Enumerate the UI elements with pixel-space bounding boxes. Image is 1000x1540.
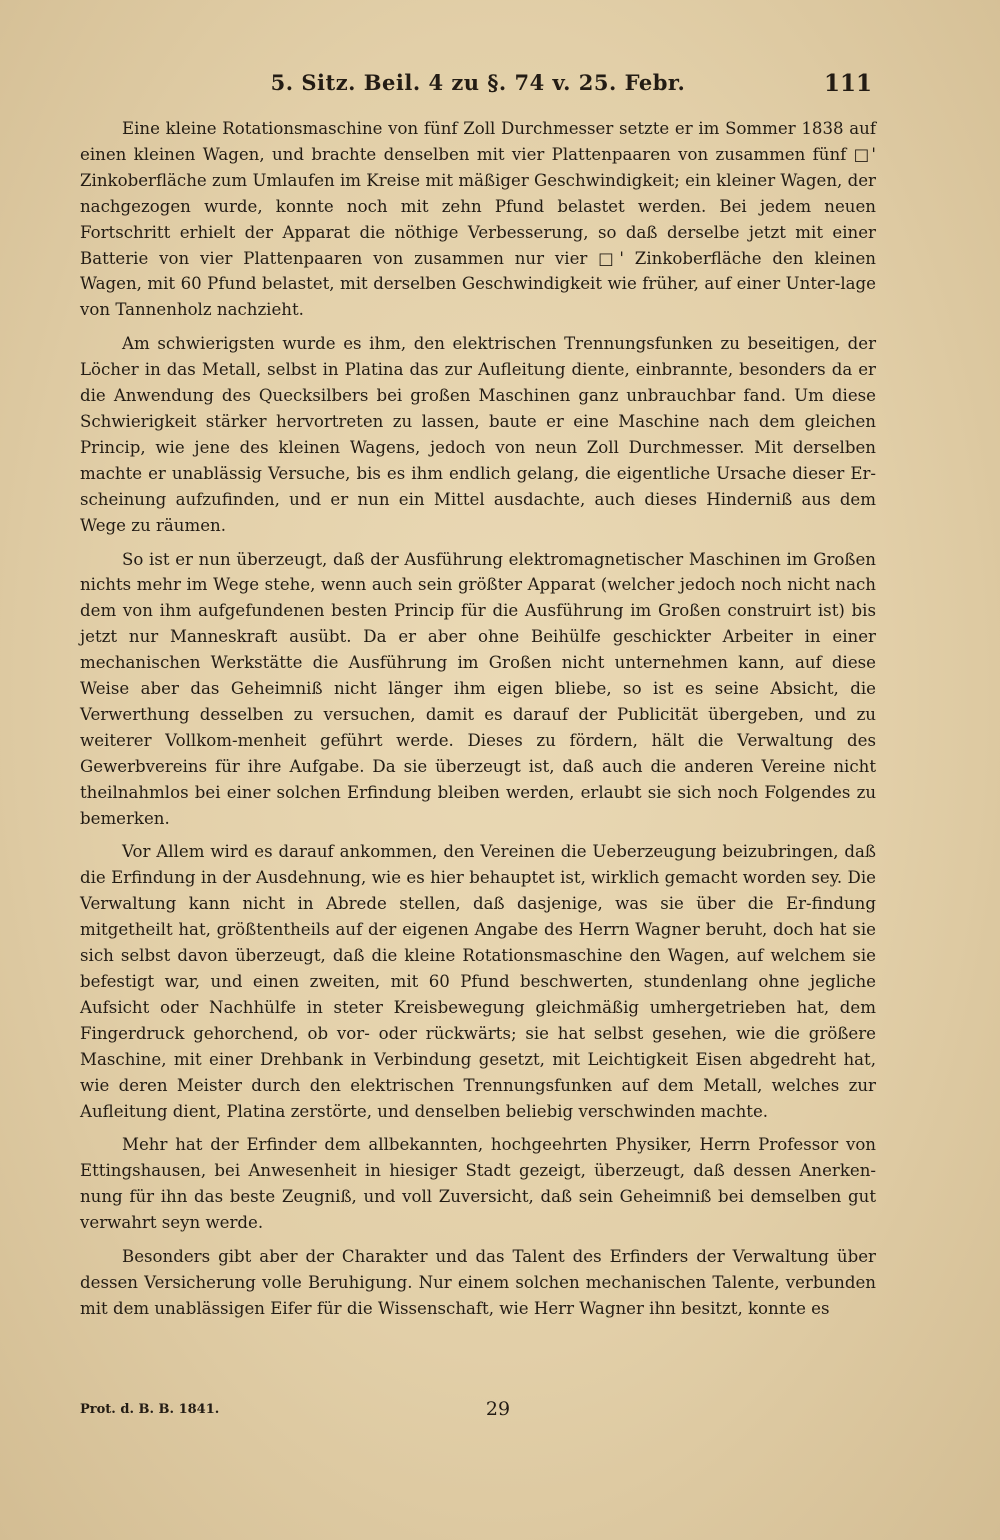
paragraph: Am schwierigsten wurde es ihm, den elektrischen Trennungsfunken zu beseitigen, der Löcher in das Metall, selbst in Platina das zur Aufleitung diente, einbrannte, besonders da er die Anwendung des Quecksilbers bei großen Maschinen ganz unbrauchbar fand. Um diese Schwierigkeit stärker hervortreten zu lassen, baute er eine Maschine nach dem gleichen Princip, wie jene des kleinen Wagens, jedoch von neun Zoll Durchmesser. Mit derselben machte er unablässig Versuche, bis es ihm endlich gelang, die eigentliche Ursache dieser Er-scheinung aufzufinden, und er nun ein Mittel ausdachte, auch dieses Hinderniß aus dem Wege zu räumen. bbox=[80, 334, 876, 535]
paragraph: Mehr hat der Erfinder dem allbekannten, hochgeehrten Physiker, Herrn Professor von Ettingshausen, bei Anwesenheit in hiesiger Stadt gezeigt, überzeugt, daß dessen Anerken-nung für ihn das beste Zeugniß, und voll Zuversicht, daß sein Geheimniß bei demselben gut verwahrt seyn werde. bbox=[80, 1135, 876, 1233]
header-title: 5. Sitz. Beil. 4 zu §. 74 v. 25. Febr. bbox=[270, 70, 686, 95]
paragraph: Besonders gibt aber der Charakter und das Talent des Erfinders der Verwaltung über dessen Versicherung volle Beruhigung. Nur einem solchen mechanischen Talente, verbunden mit dem unablässigen Eifer für die Wissenschaft, wie Herr Wagner ihn besitzt, konnte es bbox=[80, 1247, 876, 1318]
page-footer bbox=[80, 1398, 876, 1428]
paragraph: Vor Allem wird es darauf ankommen, den Vereinen die Ueberzeugung beizubringen, daß die Erfindung in der Ausdehnung, wie es hier behauptet ist, wirklich gemacht worden sey. Die Verwaltung kann nicht in Abrede stellen, daß dasjenige, was sie über die Er-findung mitgetheilt hat, größtentheils auf der eigenen Angabe des Herrn Wagner beruht, doch hat sie sich selbst davon überzeugt, daß die kleine Rotationsmaschine den Wagen, auf welchem sie befestigt war, und einen zweiten, mit 60 Pfund beschwerten, stundenlang ohne jegliche Aufsicht oder Nachhülfe in steter Kreisbewegung gleichmäßig umhergetrieben hat, dem Fingerdruck gehorchend, ob vor- oder rückwärts; sie hat selbst gesehen, wie die größere Maschine, mit einer Drehbank in Verbindung gesetzt, mit Leichtigkeit Eisen abgedreht hat, wie deren Meister durch den elektrischen Trennungsfunken auf dem Metall, welches zur Aufleitung dient, Platina zerstörte, und denselben beliebig verschwinden machte. bbox=[80, 842, 876, 1121]
body-text bbox=[80, 116, 876, 1330]
footer-source: Prot. d. B. B. 1841. bbox=[80, 1402, 220, 1417]
paragraph: Eine kleine Rotationsmaschine von fünf Zoll Durchmesser setzte er im Sommer 1838 auf einen kleinen Wagen, und brachte denselben mit vier Plattenpaaren von zusammen fünf □' Zinkoberfläche zum Umlaufen im Kreise mit mäßiger Geschwindigkeit; ein kleiner Wagen, der nachgezogen wurde, konnte noch mit zehn Pfund belastet werden. Bei jedem neuen Fortschritt erhielt der Apparat die nöthige Verbesserung, so daß derselbe jetzt mit einer Batterie von vier Plattenpaaren von zusammen nur vier □' Zinkoberfläche den kleinen Wagen, mit 60 Pfund belastet, mit derselben Geschwindigkeit wie früher, auf einer Unter-lage von Tannenholz nachzieht. bbox=[80, 119, 876, 320]
page-number: 111 bbox=[823, 70, 872, 97]
running-header bbox=[80, 70, 876, 104]
paragraph: So ist er nun überzeugt, daß der Ausführung elektromagnetischer Maschinen im Großen nichts mehr im Wege stehe, wenn auch sein größter Apparat (welcher jedoch noch nicht nach dem von ihm aufgefundenen besten Princip für die Ausführung im Großen construirt ist) bis jetzt nur Manneskraft ausübt. Da er aber ohne Beihülfe geschickter Arbeiter in einer mechanischen Werkstätte die Ausführung im Großen nicht unternehmen kann, auf diese Weise aber das Geheimniß nicht länger ihm eigen bliebe, so ist es seine Absicht, die Verwerthung desselben zu versuchen, damit es darauf der Publicität übergeben, und zu weiterer Vollkom-menheit geführt werde. Dieses zu fördern, hält die Verwaltung des Gewerbvereins für ihre Aufgabe. Da sie überzeugt ist, daß auch die anderen Vereine nicht theilnahmlos bei einer solchen Erfindung bleiben werden, erlaubt sie sich noch Folgendes zu bemerken. bbox=[80, 549, 876, 828]
signature-mark: 29 bbox=[485, 1398, 511, 1420]
